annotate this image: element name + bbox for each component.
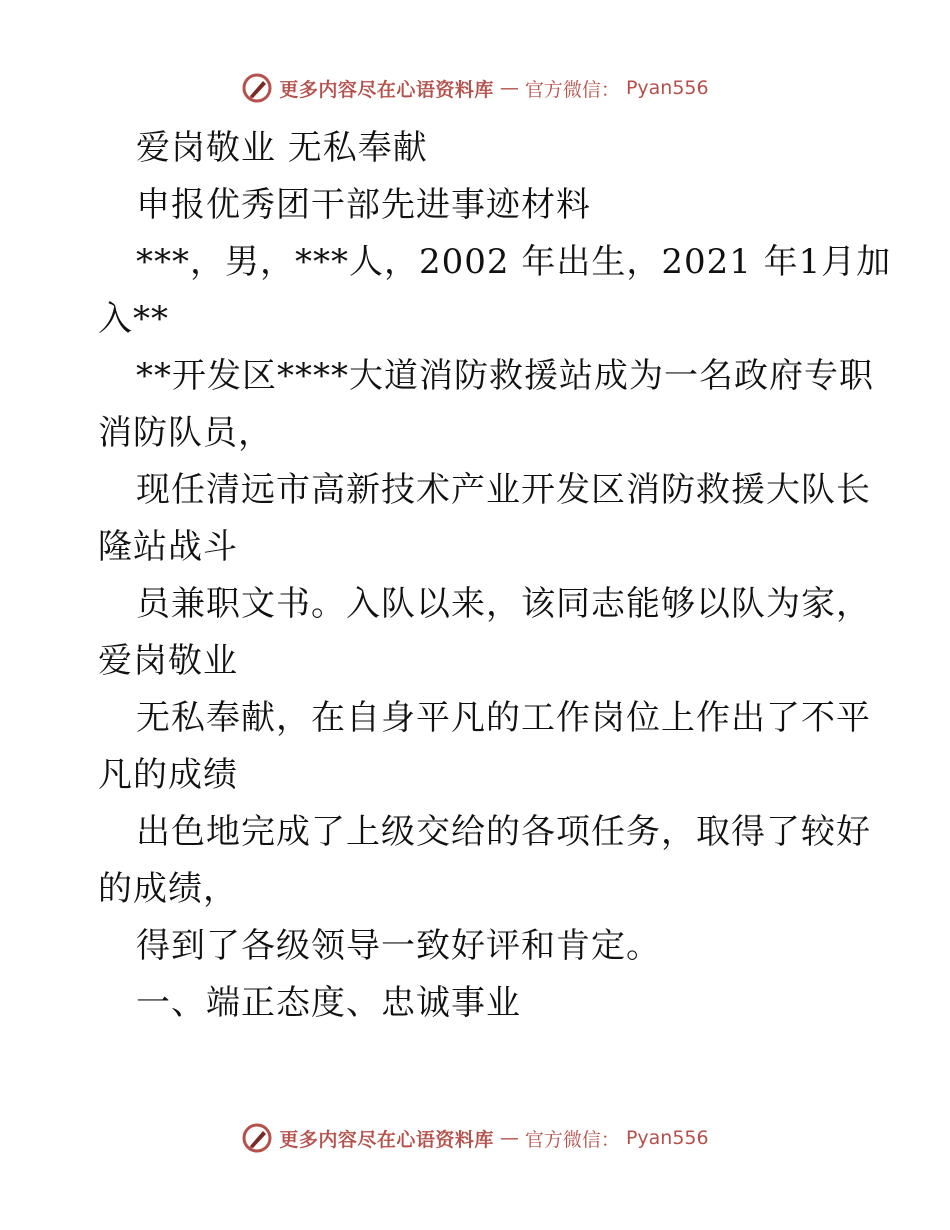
banner-contact-id: Pyan556 xyxy=(625,1127,709,1149)
banner-separator: — xyxy=(499,77,519,99)
banner-main-text: 更多内容尽在心语资料库 xyxy=(279,1128,494,1151)
pen-logo-icon xyxy=(241,1122,273,1154)
doc-line: ***，男，***人，2002 年出生，2021 年1月加 xyxy=(136,242,892,282)
doc-line: 得到了各级领导一致好评和肯定。 xyxy=(136,926,661,966)
banner-contact-id: Pyan556 xyxy=(625,77,709,99)
doc-title: 爱岗敬业 无私奉献 xyxy=(136,128,428,168)
section-heading: 一、端正态度、忠诚事业 xyxy=(136,983,521,1023)
footer-banner xyxy=(0,1122,950,1154)
banner-main-text: 更多内容尽在心语资料库 xyxy=(279,78,494,101)
doc-line: 出色地完成了上级交给的各项任务，取得了较好 xyxy=(136,812,871,852)
pen-logo-icon xyxy=(241,72,273,104)
banner-contact-label: 官方微信： xyxy=(524,78,620,101)
doc-line: 的成绩， xyxy=(98,869,238,909)
doc-subtitle: 申报优秀团干部先进事迹材料 xyxy=(136,185,591,225)
document-body xyxy=(98,120,892,1032)
header-banner xyxy=(0,72,950,104)
doc-line: **开发区****大道消防救援站成为一名政府专职 xyxy=(136,356,874,396)
banner-separator: — xyxy=(499,1127,519,1149)
doc-line: 消防队员， xyxy=(98,413,273,453)
doc-line: 凡的成绩 xyxy=(98,755,238,795)
doc-line: 隆站战斗 xyxy=(98,527,238,567)
banner-contact-label: 官方微信： xyxy=(524,1128,620,1151)
doc-line: 现任清远市高新技术产业开发区消防救援大队长 xyxy=(136,470,871,510)
doc-line: 爱岗敬业 xyxy=(98,641,238,681)
doc-line: 入** xyxy=(98,299,169,339)
doc-line: 员兼职文书。入队以来，该同志能够以队为家， xyxy=(136,584,871,624)
doc-line: 无私奉献，在自身平凡的工作岗位上作出了不平 xyxy=(136,698,871,738)
